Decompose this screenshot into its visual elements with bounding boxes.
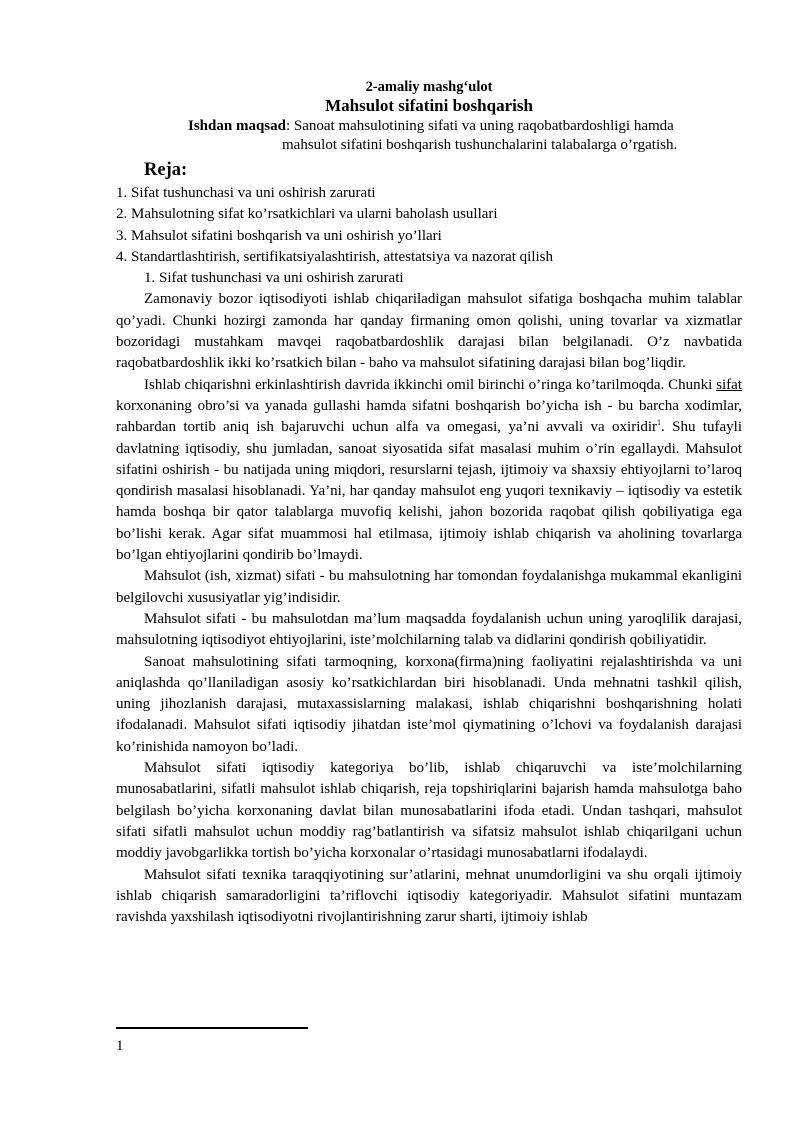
- sifat-link[interactable]: sifat: [716, 376, 742, 393]
- topic-title: Mahsulot sifatini boshqarish: [325, 96, 533, 115]
- goal-label: Ishdan maqsad: [188, 118, 286, 134]
- plan-list: [116, 183, 742, 268]
- paragraph: Mahsulot sifati texnika taraqqiyotining sur’atlarini, mehnat unumdorligini va shu orqali ijtimoiy ishlab chiqarish samaradorligini ta’riflovchi iqtisodiy kategoriyadir. Mahsulot sifatini muntazam ravishda yaxshilash iqtisodiyotni rivojlantirishning zarur sharti, ijtimoiy ishlab: [116, 866, 742, 926]
- plan-item: 4. Standartlashtirish, sertifikatsiyalashtirish, attestatsiya va nazorat qilish: [116, 248, 553, 265]
- goal-text-a: : Sanoat mahsulotining sifati va uning raqobatbardoshligi hamda: [285, 118, 674, 134]
- paragraph: Mahsulot sifati iqtisodiy kategoriya bo’lib, ishlab chiqaruvchi va iste’molchilarning munosabatlarini, sifatli mahsulot ishlab chiqarish, reja topshiriqlarini bajarish hamda mahsulotga baho belgilash bo’yicha korxonaning davlat bilan munosabatlarini ifoda etadi. Undan tashqari, mahsulot sifati sifatli mahsulot uchun moddiy rag’batlantirish va sifatsiz mahsulot ishlab chiqarilgani uchun moddiy javobgarlikka tortish bo’yicha korxonalar o’rtasidagi munosabatlarni ifodalaydi.: [116, 760, 742, 862]
- paragraph-text: . Shu tufayli davlatning iqtisodiy, shu jumladan, sanoat siyosatida sifat masalasi muhim o’rin egallaydi. Mahsulot sifatini oshirish - bu natijada uning miqdori, resurslarni tejash, ijtimoiy va shaxsiy ehtiyojlarni to’laroq qondirish masalasi hisoblanadi. Ya’ni, har qanday mahsulot eng yuqori texnikaviy – iqtisodiy va estetik hamda boshqa bir qator talablarga muvofiq kelishi, jahon bozorida raqobat qilish qobiliyatiga ega bo’lishi kerak. Agar sifat muammosi hal etilmasa, ijtimoiy ishlab chiqarish va aholining tovarlarga bo’lgan ehtiyojlarini qondirib bo’lmaydi.: [116, 419, 743, 564]
- practice-number-title: 2-amaliy mashg‘ulot: [365, 79, 493, 95]
- footnote-reference[interactable]: 1: [657, 418, 662, 428]
- document-page: [116, 78, 742, 928]
- plan-item: 1. Sifat tushunchasi va uni oshirish zarurati: [116, 185, 376, 201]
- paragraph-text: Ishlab chiqarishni erkinlashtirish davrida ikkinchi omil birinchi o’ringa ko’tarilmoqda. Chunki: [144, 376, 717, 393]
- goal-text-b: mahsulot sifatini boshqarish tushunchalarini talabalarga o’rgatish.: [282, 137, 678, 153]
- paragraph: Mahsulot sifati - bu mahsulotdan ma’lum maqsadda foydalanish uchun uning yaroqlilik darajasi, mahsulotning iqtisodiyot ehtiyojlarini, iste’molchilarning talab va didlarini qondirish qobiliyatidir.: [116, 610, 742, 649]
- plan-item: 2. Mahsulotning sifat ko’rsatkichlari va ularni baholash usullari: [116, 206, 498, 223]
- paragraph: [116, 375, 742, 567]
- paragraph-text: korxonaning obro’si va yanada gullashi hamda sifatni boshqarish bo’yicha ish - bu barcha xodimlar, rahbardan tortib aniq ish bajaruvchi uchun alfa va omegasi, ya’ni avvali va oxiridir: [116, 397, 742, 436]
- goal-statement: [116, 117, 742, 155]
- plan-item: 3. Mahsulot sifatini boshqarish va uni oshirish yo’llari: [116, 227, 442, 244]
- section-heading: 1. Sifat tushunchasi va uni oshirish zarurati: [144, 270, 404, 287]
- footnote-separator: [116, 1027, 308, 1029]
- plan-heading: Reja:: [144, 160, 188, 180]
- paragraph: Mahsulot (ish, xizmat) sifati - bu mahsulotning har tomondan foydalanishga mukammal ekanligini belgilovchi xususiyatlar yig’indisidir.: [116, 568, 742, 606]
- paragraph: Sanoat mahsulotining sifati tarmoqning, korxona(firma)ning faoliyatini rejalashtirishda va uni aniqlashda qo’llaniladigan asosiy ko’rsatkichlardan biri hisoblanadi. Unda mehnatni tashkil qilish, uning jihozlanish darajasi, mutaxassislarning malakasi, ishlab chiqarishni boshqarishning holati ifodalanadi. Mahsulot sifati iqtisodiy jihatdan iste’mol qiymatining o’lchovi va foydalanish darajasi ko’rinishida namoyon bo’ladi.: [116, 653, 742, 755]
- paragraph: Zamonaviy bozor iqtisodiyoti ishlab chiqariladigan mahsulot sifatiga boshqacha muhim talablar qo’yadi. Chunki hozirgi zamonda har qanday firmaning omon qolishi, uning tovarlar va xizmatlar bozoridagi mustahkam mavqei raqobatbardoshlik darajasi bilan belgilanadi. O’z navbatida raqobatbardoshlik ikki ko’rsatkich bilan - baho va mahsulot sifatining darajasi bilan bog’liqdir.: [116, 291, 742, 372]
- footnote-number: 1: [116, 1038, 124, 1054]
